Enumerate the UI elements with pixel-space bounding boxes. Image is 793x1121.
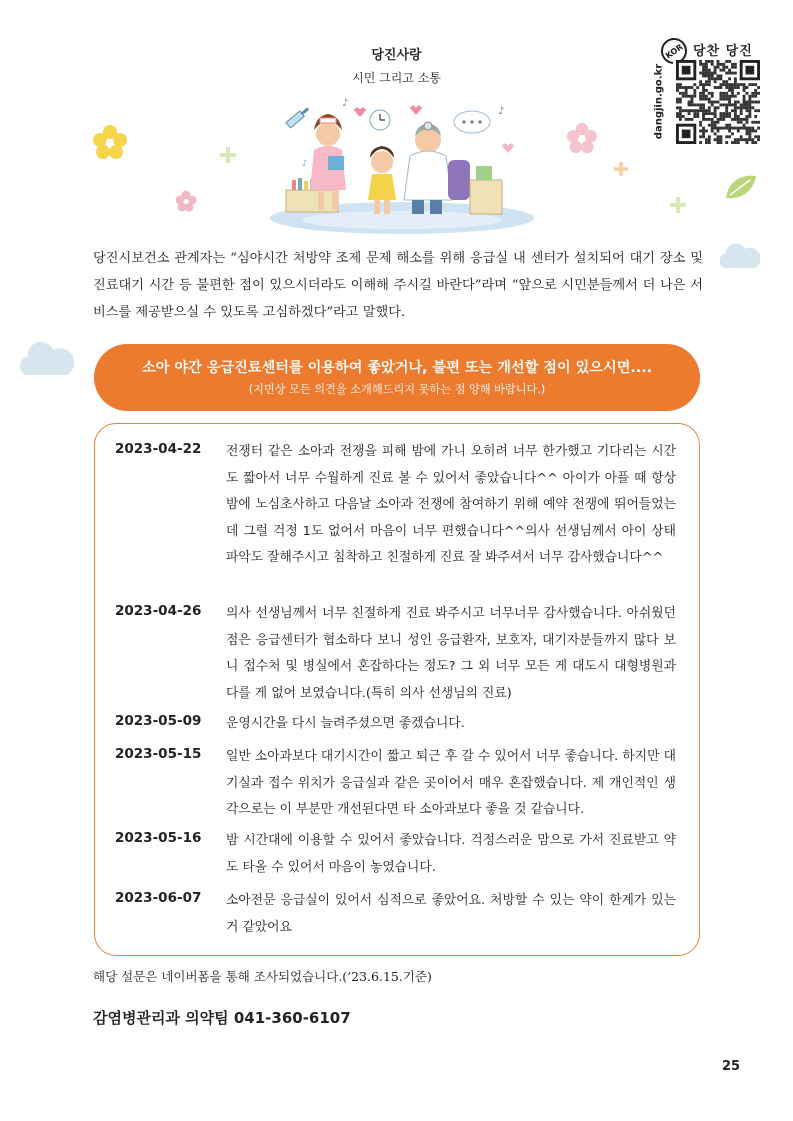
entry-date: 2023-06-07 [115, 890, 202, 906]
entry-text: 밤 시간대에 이용할 수 있어서 좋았습니다. 걱정스러운 맘으로 가서 진료받고 약도 타올 수 있어서 마음이 놓였습니다. [226, 833, 676, 875]
entry-text: 소아전문 응급실이 있어서 심적으로 좋았어요. 처방할 수 있는 약이 한계가 있는 거 같았어요 [226, 893, 676, 935]
entry-date: 2023-05-16 [115, 830, 202, 846]
brand-logo-text: 당찬 당진 [693, 44, 753, 59]
banner-heading: 소아 야간 응급진료센터를 이용하여 좋았거나, 불편 또는 개선할 점이 있으시면.... [142, 360, 652, 376]
clinic-illustration [262, 96, 540, 234]
plus-sparkle-icon [668, 195, 688, 215]
kor-badge: KOR [656, 33, 692, 69]
entry-date: 2023-04-22 [115, 441, 202, 457]
qr-code-icon[interactable] [673, 60, 763, 144]
svg-text:♪: ♪ [342, 98, 349, 109]
cloud-icon [718, 240, 760, 270]
flower-icon [175, 190, 197, 212]
brand-domain: dangjin.go.kr [653, 63, 665, 140]
survey-footnote: 해당 설문은 네이버폼을 통해 조사되었습니다.(‘23.6.15.기준) [93, 969, 432, 984]
banner-note: (지면상 모든 의견을 소개해드리지 못하는 점 양해 바랍니다.) [248, 383, 546, 396]
entry-text: 전쟁터 같은 소아과 전쟁을 피해 밤에 가니 오히려 너무 한가했고 기다리는 시간도 짧아서 너무 수월하게 진료 볼 수 있어서 좋았습니다^^ 아이가 아플 때 항상 밤에 노심초사하고 다음날 소아과 전쟁에 참여하기 위해 예약 전쟁에 뛰어들었는데 그럴 걱정 1도 없어서 마음이 너무 편했습니다^^의사 선생님께서 아이 상태 파악도 잘해주시고 침착하고 친절하게 진료 잘 봐주셔서 너무 감사했습니다^^ [226, 444, 676, 565]
section-title: 당진사랑 [371, 48, 422, 63]
feedback-list [94, 423, 700, 956]
section-subtitle: 시민 그리고 소통 [352, 71, 441, 85]
svg-text:♪: ♪ [498, 106, 505, 117]
flower-icon [92, 124, 128, 160]
svg-text:♪: ♪ [302, 159, 308, 169]
cloud-icon [18, 338, 74, 378]
brand-qr-block [651, 36, 763, 144]
leaf-icon [724, 172, 758, 202]
entry-text: 일반 소아과보다 대기시간이 짧고 퇴근 후 갈 수 있어서 너무 좋습니다. 하지만 대기실과 접수 위치가 응급실과 같은 곳이어서 매우 혼잡했습니다. 제 개인적인 생각으로는 이 부분만 개선된다면 타 소아과보다 좋을 것 같습니다. [226, 749, 676, 817]
entry-date: 2023-05-15 [115, 746, 202, 762]
entry-date: 2023-05-09 [115, 713, 202, 729]
page-number: 25 [722, 1059, 741, 1074]
entry-text: 운영시간을 다시 늘려주셨으면 좋겠습니다. [226, 716, 465, 731]
flower-icon [566, 122, 598, 154]
plus-sparkle-icon [612, 160, 630, 178]
contact-line: 감염병관리과 의약팀 041-360-6107 [93, 1009, 351, 1027]
entry-date: 2023-04-26 [115, 603, 202, 619]
entry-text: 의사 선생님께서 너무 친절하게 진료 봐주시고 너무너무 감사했습니다. 아쉬웠던 점은 응급센터가 협소하다 보니 성인 응급환자, 보호자, 대기자분들까지 많다 보니 접수처 및 병실에서 혼잡하다는 정도? 그 외 너무 모든 게 대도시 대형병원과 다를 게 없어 보였습니다.(특히 의사 선생님의 진료) [226, 606, 676, 701]
feedback-banner [94, 344, 700, 411]
intro-paragraph: 당진시보건소 관계자는 “심야시간 처방약 조제 문제 해소를 위해 응급실 내 센터가 설치되어 대기 장소 및 진료대기 시간 등 불편한 점이 있으시더라도 이해해 주시길 바란다”라며 “앞으로 시민분들께서 더 나은 서비스를 제공받으실 수 있도록 고심하겠다”라고 말했다. [93, 251, 703, 320]
plus-sparkle-icon [218, 145, 238, 165]
